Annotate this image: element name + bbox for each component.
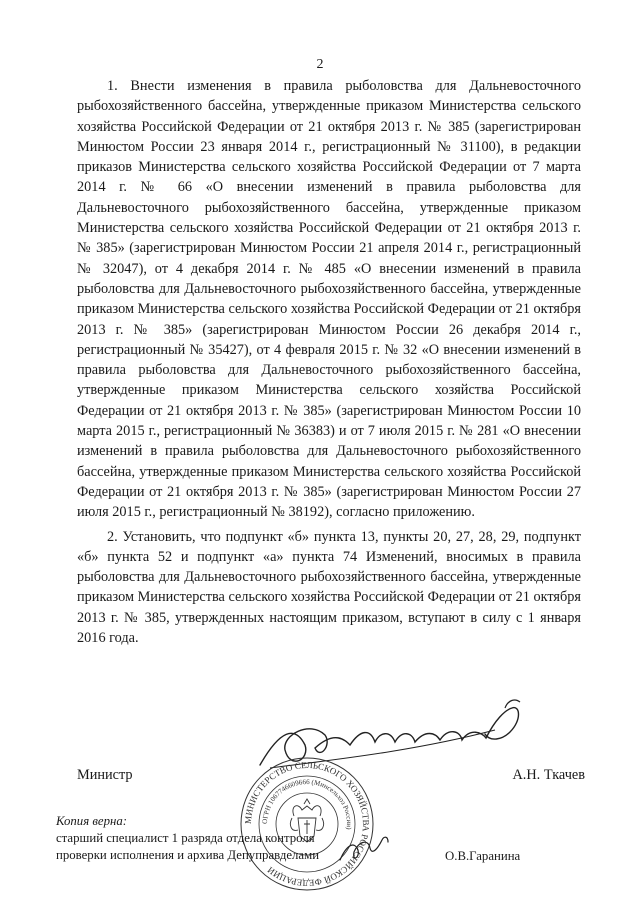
certifier-position-line-2: проверки исполнения и архива Депуправделами — [56, 847, 320, 862]
copy-certification — [56, 813, 376, 863]
copy-label: Копия верна: — [56, 814, 127, 828]
certifier-signature — [334, 828, 394, 868]
page-number: 2 — [316, 57, 324, 72]
certifier-position-line-1: старший специалист 1 разряда отдела контроля — [56, 830, 315, 845]
certifier-name: О.В.Гаранина — [445, 849, 521, 863]
paragraph-1: 1. Внести изменения в правила рыболовства для Дальневосточного рыбохозяйственного бассейна, утвержденные приказом Министерства сельского хозяйства Российской Федерации от 21 октября 2013 г. № 385 (зарегистрирован Минюстом России 23 января 2014 г., регистрационный № 31100), в редакции приказов Министерства сельского хозяйства Российской Федерации от 7 марта 2014 г. № 66 «О внесении изменений в правила рыболовства для Дальневосточного рыбохозяйственного бассейна, утвержденные приказом Министерства сельского хозяйства Российской Федерации от 21 октября 2013 г. № 385» (зарегистрирован Минюстом России 21 апреля 2014 г., регистрационный № 32047), от 4 декабря 2014 г. № 485 «О внесении изменений в правила рыболовства для Дальневосточного рыбохозяйственного бассейна, утвержденные приказом Министерства сельского хозяйства Российской Федерации от 21 октября 2013 г. № 385» (зарегистрирован Минюстом России 26 декабря 2014 г., регистрационный № 35427), от 4 февраля 2015 г. № 32 «О внесении изменений в правила рыболовства для Дальневосточного рыбохозяйственного бассейна, утвержденные приказом Министерства сельского хозяйства Российской Федерации от 21 октября 2013 г. № 385» (зарегистрирован Минюстом России 10 марта 2015 г., регистрационный № 36383) и от 7 июля 2015 г. № 281 «О внесении изменений в правила рыболовства для Дальневосточного рыбохозяйственного бассейна, утвержденные приказом Министерства сельского хозяйства Российской Федерации от 21 октября 2013 г. № 385» (зарегистрирован Минюстом России 27 июля 2015 г., регистрационный № 38192), согласно приложению. — [77, 78, 581, 521]
seal-outer-text: МИНИСТЕРСТВО СЕЛЬСКОГО ХОЗЯЙСТВА РОССИЙСКОЙ ФЕДЕРАЦИИ — [242, 759, 372, 889]
document-body — [77, 76, 581, 648]
paragraph-2: 2. Установить, что подпункт «б» пункта 13, пункты 20, 27, 28, 29, подпункт «б» пункта 52 и подпункт «а» пункта 74 Изменений, вносимых в правила рыболовства для Дальневосточного рыбохозяйственного бассейна, утвержденные приказом Министерства сельского хозяйства Российской Федерации от 21 октября 2013 г. № 385, утвержденных настоящим приказом, вступают в силу с 1 января 2016 года. — [77, 528, 581, 647]
signatory-title: Министр — [77, 767, 133, 783]
seal-inner-text: ОГРН 1067746609666 (Минсельхоз России) — [260, 777, 354, 830]
signatory-name: А.Н. Ткачев — [512, 767, 585, 783]
